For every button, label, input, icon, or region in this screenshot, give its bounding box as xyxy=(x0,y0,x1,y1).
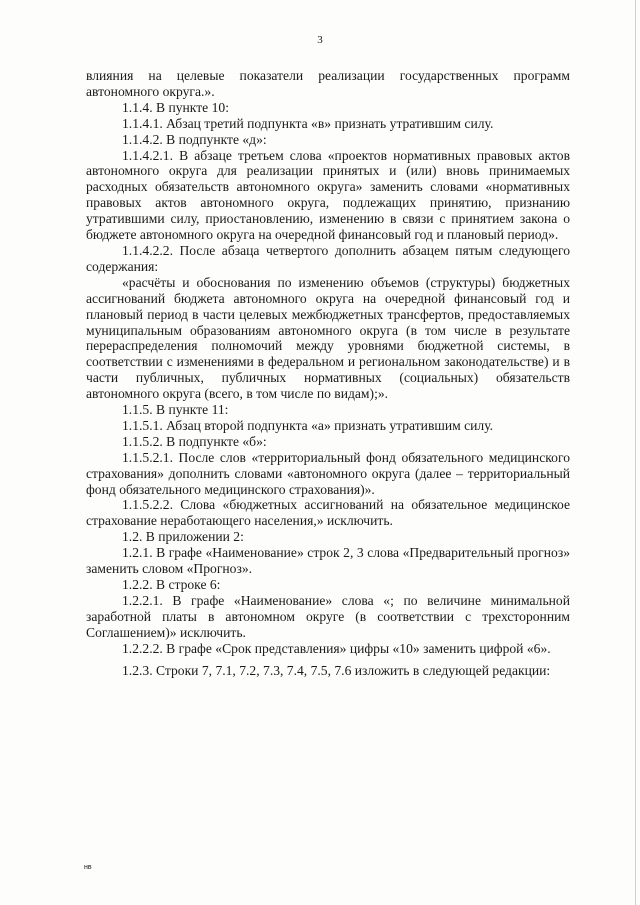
page-number: 3 xyxy=(317,34,323,46)
paragraph: влияния на целевые показатели реализации государственных программ автономного округа.». xyxy=(86,68,570,99)
paragraph: 1.1.5.2.1. После слов «территориальный фонд обязательного медицинского страхования» дополнить словами «автономного округа (далее – территориальный фонд обязательного медицинского страхования)». xyxy=(86,449,570,497)
paragraph: 1.2.2.2. В графе «Срок представления» цифры «10» заменить цифрой «6». xyxy=(122,640,551,656)
paragraph: 1.2.2.1. В графе «Наименование» слова «; по величине минимальной заработной платы в автономном округе (в соответствии с трехсторонним Соглашением)» исключить. xyxy=(86,592,570,640)
paragraph: 1.1.4.1. Абзац третий подпункта «в» признать утратившим силу. xyxy=(122,115,494,131)
document-body xyxy=(86,68,570,678)
paragraph: 1.1.5.2.2. Слова «бюджетных ассигнований на обязательное медицинское страхование неработающего населения,» исключить. xyxy=(86,497,570,529)
paragraph: 1.2.2. В строке 6: xyxy=(122,577,221,592)
paragraph: 1.1.5. В пункте 11: xyxy=(122,402,229,418)
paragraph: 1.1.4. В пункте 10: xyxy=(122,99,229,115)
paragraph: 1.1.4.2. В подпункте «д»: xyxy=(122,131,267,147)
paragraph: «расчёты и обоснования по изменению объемов (структуры) бюджетных ассигнований бюджета автономного округа на очередной финансовый год и плановый период в части целевых межбюджетных трансфертов, предоставляемых муниципальным образованиям автономного округа (в том числе в результате перераспределения полномочий между уровнями бюджетной системы, в соответствии с изменениями в федеральном и региональном законодательстве) и в части публичных, публичных нормативных (социальных) обязательств автономного округа (всего, в том числе по видам);». xyxy=(86,274,570,402)
paragraph: 1.1.4.2.2. После абзаца четвертого дополнить абзацем пятым следующего содержания: xyxy=(86,242,570,274)
page-edge-line xyxy=(635,0,636,905)
paragraph: 1.1.4.2.1. В абзаце третьем слова «проектов нормативных правовых актов автономного округа для реализации принятых и (или) вновь принимаемых расходных обязательств автономного округа» заменить словами «нормативных правовых актов автономного округа, подлежащих принятию, признанию утратившими силу, приостановлению, изменению в связи с принятием закона о бюджете автономного округа на очередной финансовый год и плановый период». xyxy=(86,147,570,243)
paragraph: 1.2.1. В графе «Наименование» строк 2, 3 слова «Предварительный прогноз» заменить словом «Прогноз». xyxy=(86,545,570,577)
paragraph: 1.2. В приложении 2: xyxy=(122,529,244,545)
paragraph: 1.2.3. Строки 7, 7.1, 7.2, 7.3, 7.4, 7.5, 7.6 изложить в следующей редакции: xyxy=(122,662,551,678)
paragraph: 1.1.5.2. В подпункте «б»: xyxy=(122,433,267,449)
paragraph: 1.1.5.1. Абзац второй подпункта «а» признать утратившим силу. xyxy=(122,417,494,433)
footer-mark: нв xyxy=(84,864,92,871)
